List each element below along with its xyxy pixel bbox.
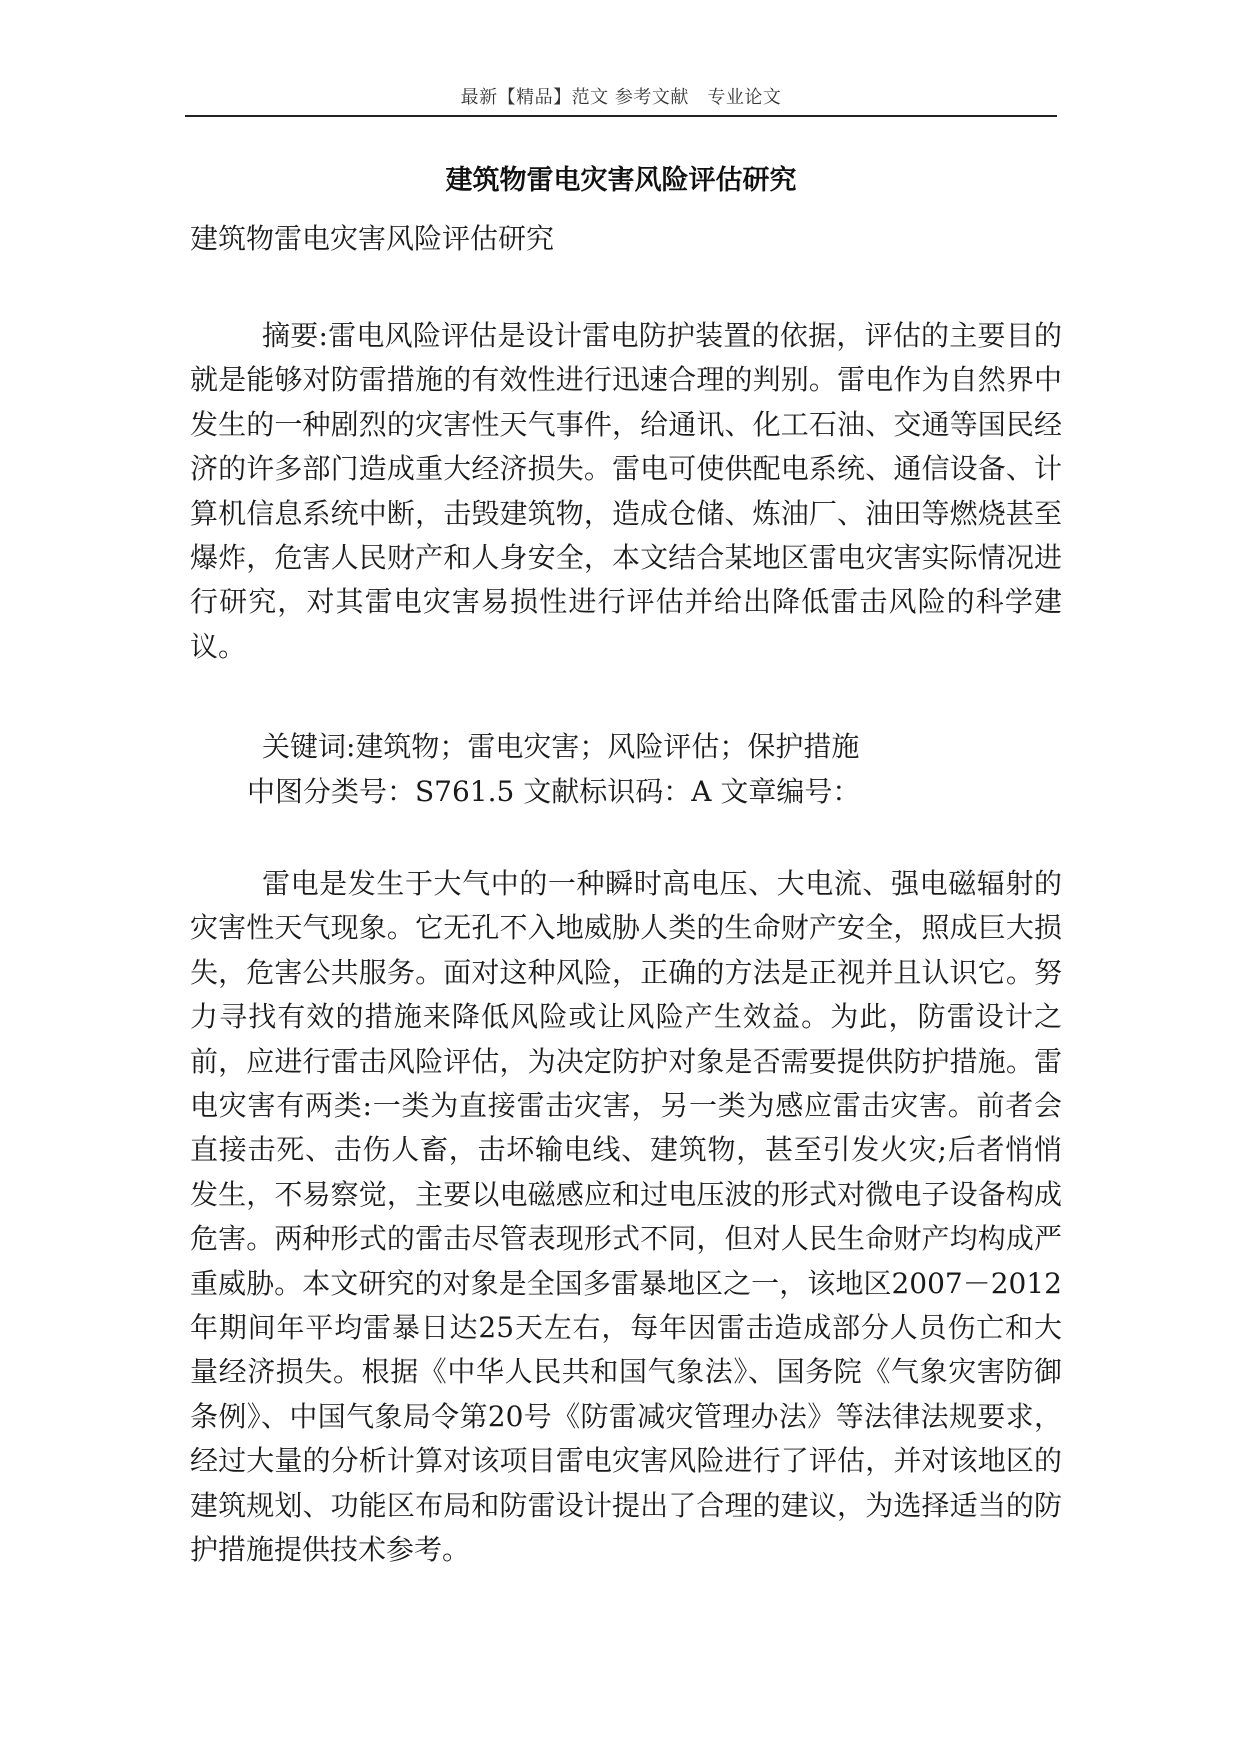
keywords-line: 关键词:建筑物；雷电灾害；风险评估；保护措施 [262, 730, 860, 763]
abstract-paragraph: 摘要:雷电风险评估是设计雷电防护装置的依据，评估的主要目的就是能够对防雷措施的有效性进行迅速合理的判别。雷电作为自然界中发生的一种剧烈的灾害性天气事件，给通讯、化工石油、交通等国民经济的许多部门造成重大经济损失。雷电可使供配电系统、通信设备、计算机信息系统中断，击毁建筑物，造成仓储、炼油厂、油田等燃烧甚至爆炸，危害人民财产和人身安全，本文结合某地区雷电灾害实际情况进行研究，对其雷电灾害易损性进行评估并给出降低雷击风险的科学建议。 [190, 319, 1062, 663]
document-title: 建筑物雷电灾害风险评估研究 [445, 165, 797, 196]
classification-line: 中图分类号：S761.5 文献标识码：A 文章编号： [247, 775, 861, 808]
page-header: 最新【精品】范文 参考文献 专业论文 [460, 87, 782, 108]
document-subtitle: 建筑物雷电灾害风险评估研究 [190, 222, 555, 255]
body-paragraph: 雷电是发生于大气中的一种瞬时高电压、大电流、强电磁辐射的灾害性天气现象。它无孔不入地威胁人类的生命财产安全，照成巨大损失，危害公共服务。面对这种风险，正确的方法是正视并且认识它。努力寻找有效的措施来降低风险或让风险产生效益。为此，防雷设计之前，应进行雷击风险评估，为决定防护对象是否需要提供防护措施。雷电灾害有两类:一类为直接雷击灾害，另一类为感应雷击灾害。前者会直接击死、击伤人畜，击坏输电线、建筑物，甚至引发火灾;后者悄悄发生，不易察觉，主要以电磁感应和过电压波的形式对微电子设备构成危害。两种形式的雷击尽管表现形式不同，但对人民生命财产均构成严重威胁。本文研究的对象是全国多雷暴地区之一，该地区2007－2012年期间年平均雷暴日达25天左右，每年因雷击造成部分人员伤亡和大量经济损失。根据《中华人民共和国气象法》、国务院《气象灾害防御条例》、中国气象局令第20号《防雷减灾管理办法》等法律法规要求，经过大量的分析计算对该项目雷电灾害风险进行了评估，并对该地区的建筑规划、功能区布局和防雷设计提出了合理的建议，为选择适当的防护措施提供技术参考。 [190, 867, 1062, 1567]
header-divider [185, 115, 1057, 117]
